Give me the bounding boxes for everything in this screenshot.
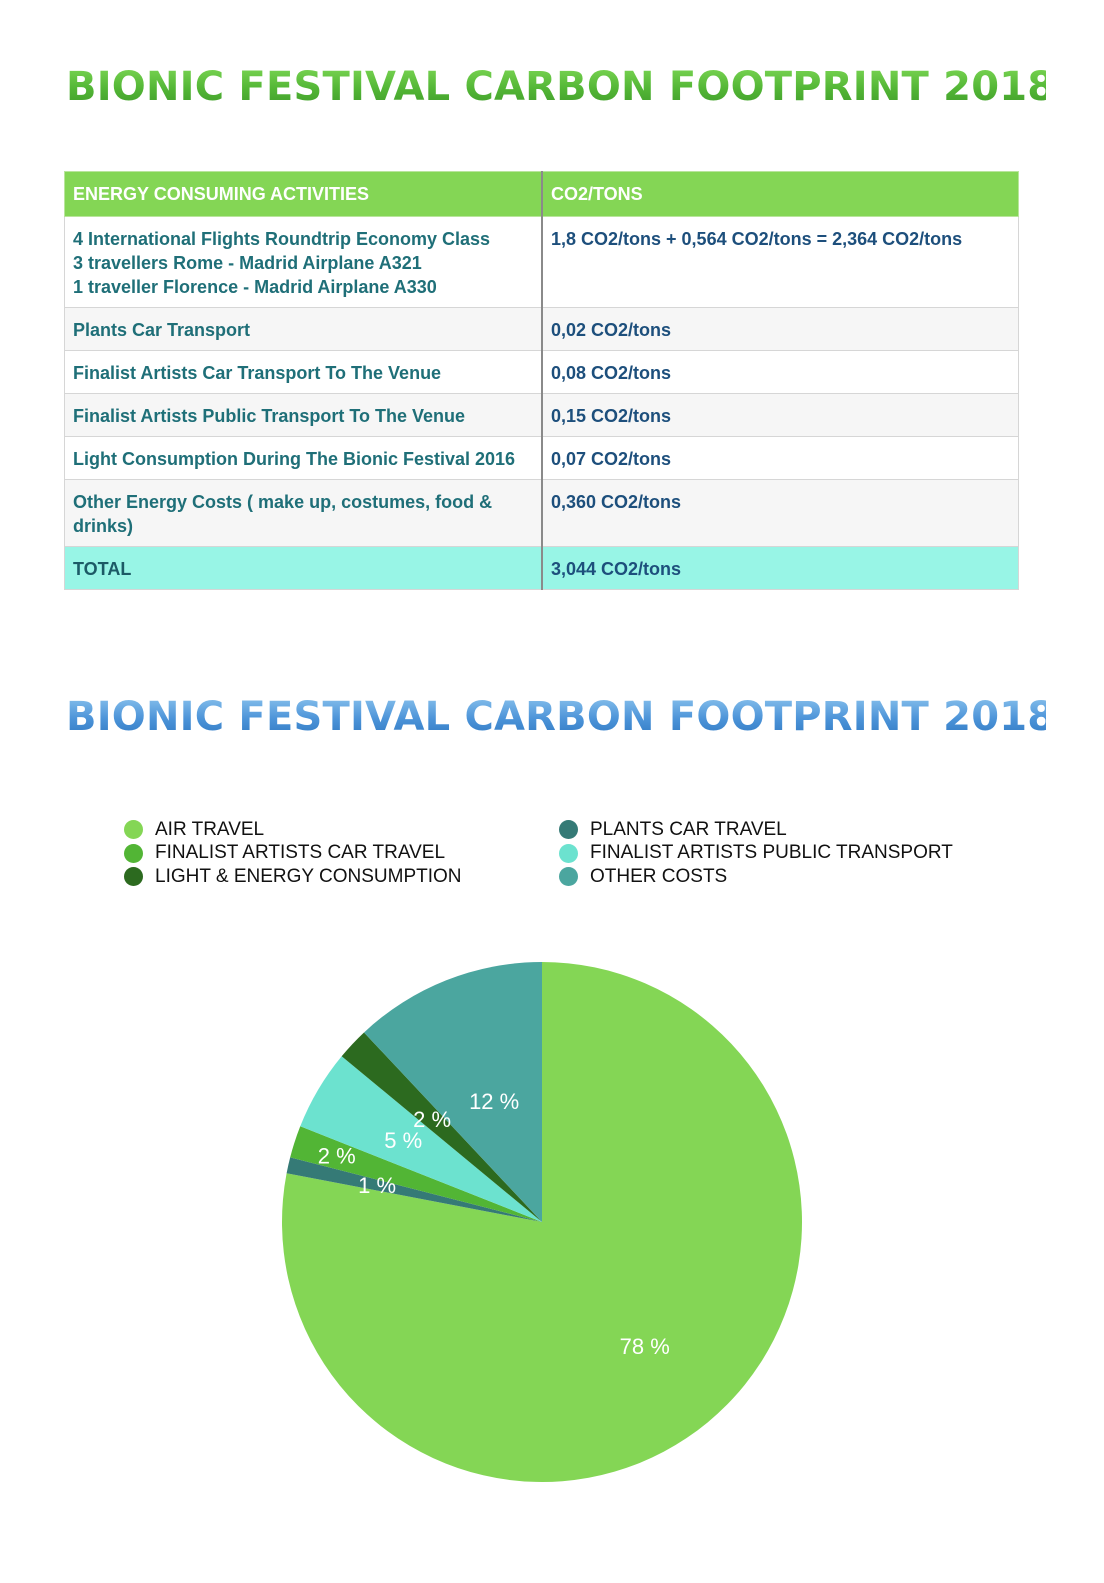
pie-label: 12 % [469, 1089, 520, 1115]
pie-label: 2 % [317, 1143, 356, 1169]
activity-cell: Finalist Artists Public Transport To The Venue [65, 394, 543, 437]
legend-label: FINALIST ARTISTS PUBLIC TRANSPORT [590, 842, 953, 864]
pie-label: 2 % [413, 1106, 452, 1132]
activity-line: 1 traveller Florence - Madrid Airplane A330 [73, 277, 437, 297]
co2-cell: 1,8 CO2/tons + 0,564 CO2/tons = 2,364 CO2/tons [542, 217, 1019, 308]
page-title: BIONIC FESTIVAL CARBON FOOTPRINT 2018 [66, 64, 1056, 110]
pie-label: 78 % [619, 1334, 670, 1360]
activity-cell: Plants Car Transport [65, 308, 543, 351]
legend-label: LIGHT & ENERGY CONSUMPTION [155, 865, 462, 887]
legend-label: OTHER COSTS [590, 865, 728, 887]
activity-cell: Finalist Artists Car Transport To The Venue [65, 351, 543, 394]
total-value: 3,044 CO2/tons [542, 547, 1019, 590]
column-header-co2: CO2/TONS [542, 172, 1019, 217]
co2-cell: 0,08 CO2/tons [542, 351, 1019, 394]
co2-cell: 0,15 CO2/tons [542, 394, 1019, 437]
legend-label: FINALIST ARTISTS CAR TRAVEL [155, 842, 446, 864]
activity-cell: Other Energy Costs ( make up, costumes, food & drinks) [65, 480, 543, 547]
co2-cell: 0,02 CO2/tons [542, 308, 1019, 351]
activity-cell: Light Consumption During The Bionic Festival 2016 [65, 437, 543, 480]
activity-line: 4 International Flights Roundtrip Economy Class [73, 229, 491, 249]
co2-cell: 0,07 CO2/tons [542, 437, 1019, 480]
legend-label: PLANTS CAR TRAVEL [590, 818, 787, 840]
column-header-activities: ENERGY CONSUMING ACTIVITIES [65, 172, 543, 217]
pie-label: 5 % [384, 1127, 423, 1153]
pie-label: 1 % [358, 1173, 397, 1199]
total-label: TOTAL [65, 547, 543, 590]
legend-label: AIR TRAVEL [155, 818, 265, 840]
activity-line: 3 travellers Rome - Madrid Airplane A321 [73, 253, 422, 273]
co2-cell: 0,360 CO2/tons [542, 480, 1019, 547]
chart-title: BIONIC FESTIVAL CARBON FOOTPRINT 2018 [66, 694, 1056, 740]
